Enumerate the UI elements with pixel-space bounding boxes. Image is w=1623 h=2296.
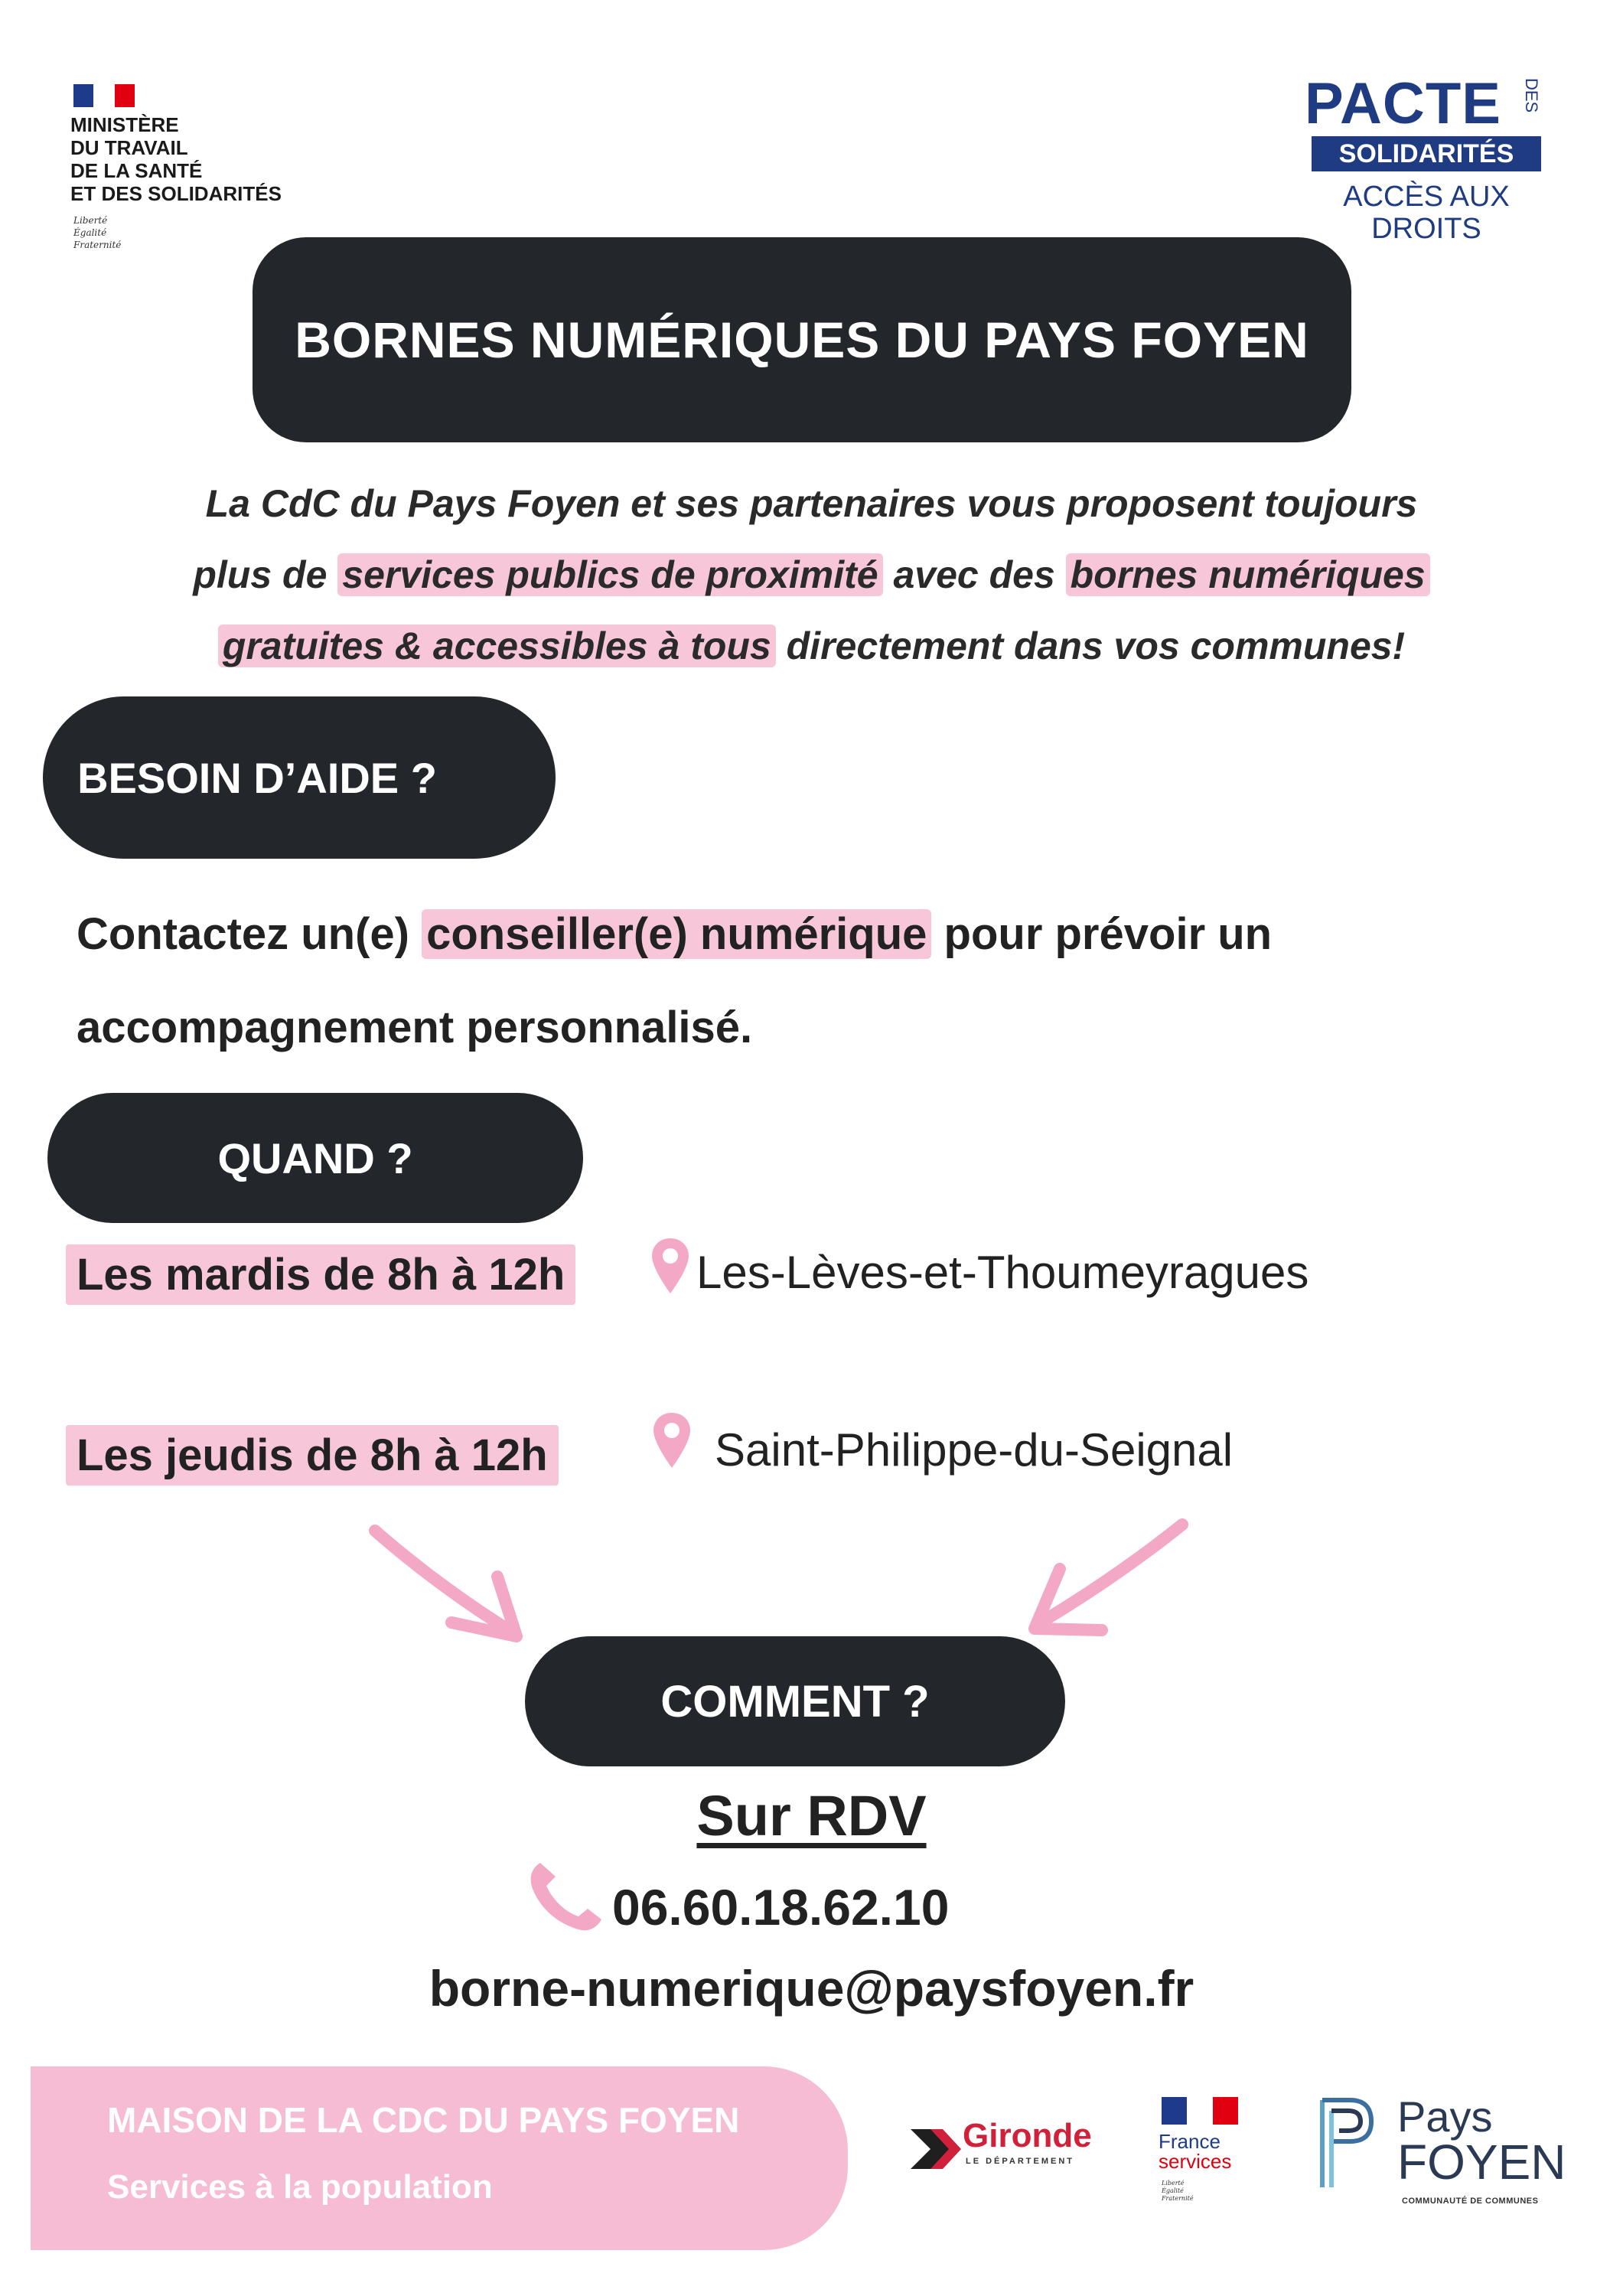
pays-foyen-subtitle: COMMUNAUTÉ DE COMMUNES [1402,2197,1539,2206]
besoin-heading: BESOIN D’AIDE ? [43,696,556,859]
highlight-bornes: bornes numériques [1066,553,1430,596]
intro-line-3: gratuites & accessibles à tous directement dans vos communes! [0,611,1623,682]
highlight-conseiller: conseiller(e) numérique [422,909,931,959]
ministry-flag-icon [73,84,135,107]
rdv-text: Sur RDV [696,1784,927,1848]
slot-place-tuesday: Les-Lèves-et-Thoumeyragues [696,1247,1309,1298]
gironde-subtitle: LE DÉPARTEMENT [966,2157,1075,2166]
intro-paragraph [0,468,1623,682]
france-services-line2: services [1159,2150,1232,2173]
footer-banner [31,2066,848,2250]
pays-foyen-line1: Pays [1397,2092,1493,2141]
footer-subtitle: Services à la population [107,2168,493,2206]
besoin-text: Contactez un(e) conseiller(e) numérique pour prévoir un accompagnement personnalisé. [77,909,1273,1052]
france-services-line1: France [1159,2130,1221,2153]
france-services-flag-icon [1162,2097,1238,2125]
pacte-logo-acces: ACCÈS AUX DROITS [1343,181,1510,245]
comment-heading: COMMENT ? [525,1636,1065,1766]
arrow-down-right-icon [367,1515,536,1653]
arrow-down-left-icon [1018,1515,1194,1645]
ministry-motto: Liberté Égalité Fraternité [73,215,122,250]
location-pin-icon [649,1235,692,1296]
intro-line-2: plus de services publics de proximité avec des bornes numériques [0,540,1623,611]
pays-foyen-line2: FOYEN [1397,2135,1566,2190]
phone-number[interactable]: 06.60.18.62.10 [612,1879,950,1936]
gironde-name: Gironde [963,2117,1092,2154]
email-address[interactable]: borne-numerique@paysfoyen.fr [429,1960,1194,2017]
slot-day-tuesday: Les mardis de 8h à 12h [66,1244,575,1305]
footer-title: MAISON DE LA CDC DU PAYS FOYEN [107,2100,740,2140]
ministry-name: MINISTÈRE DU TRAVAIL DE LA SANTÉ ET DES SOLIDARITÉS [70,113,282,205]
slot-place-thursday: Saint-Philippe-du-Seignal [715,1424,1234,1476]
france-services-motto: Liberté Égalité Fraternité [1162,2180,1194,2202]
pacte-logo-solidarites: SOLIDARITÉS [1312,136,1541,171]
location-pin-icon [650,1410,693,1471]
quand-heading: QUAND ? [47,1093,583,1223]
highlight-gratuites: gratuites & accessibles à tous [218,625,776,667]
intro-line-1: La CdC du Pays Foyen et ses partenaires vous proposent toujours [205,482,1418,525]
phone-icon [523,1852,608,1936]
slot-day-thursday: Les jeudis de 8h à 12h [66,1425,559,1486]
page-title: BORNES NUMÉRIQUES DU PAYS FOYEN [253,237,1351,442]
pays-foyen-logo-icon [1316,2092,1377,2192]
highlight-services: services publics de proximité [337,553,882,596]
pacte-logo-des: DES [1522,78,1541,113]
pacte-logo-title: PACTE [1305,71,1501,136]
